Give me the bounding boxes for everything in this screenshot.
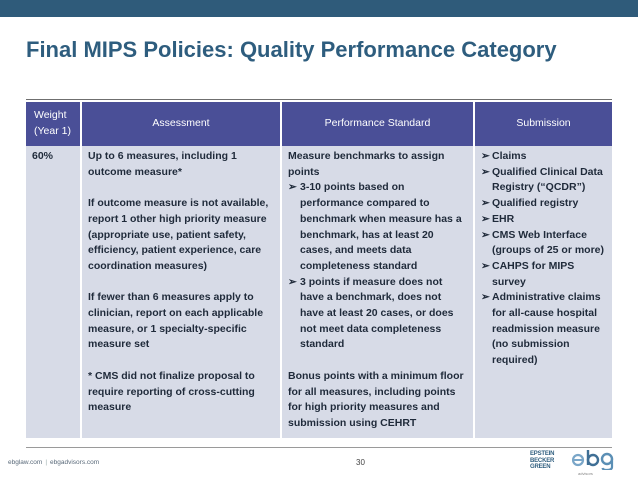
table-header-row <box>26 102 612 146</box>
footer-link-ebglaw[interactable]: ebglaw.com <box>8 459 43 466</box>
arrow-bullet-icon: ➢ <box>481 228 490 241</box>
assessment-para-1: Up to 6 measures, including 1 outcome measure* <box>88 150 237 178</box>
policy-table <box>26 102 612 438</box>
assessment-para-2: If outcome measure is not available, report 1 other high priority measure (appropriate use, patient safety, efficiency, patient experience, care coordination measures) <box>88 197 269 272</box>
firm-logo-text: EPSTEIN BECKER GREEN <box>530 451 555 470</box>
title-divider <box>26 99 612 100</box>
list-item <box>288 275 467 354</box>
submission-item: EHR <box>492 212 515 225</box>
arrow-bullet-icon: ➢ <box>481 259 490 272</box>
page-title: Final MIPS Policies: Quality Performance Category <box>26 37 557 62</box>
standard-bullet-1: 3-10 points based on performance compared to benchmark when measure has a benchmark, has at least 20 cases, and meets data completeness standard <box>300 181 462 272</box>
list-item <box>481 149 606 165</box>
list-item <box>481 212 606 228</box>
cell-submission <box>474 146 612 438</box>
top-banner <box>0 0 638 17</box>
arrow-bullet-icon: ➢ <box>481 291 490 304</box>
arrow-bullet-icon: ➢ <box>481 212 490 225</box>
footer-links <box>8 459 99 466</box>
standard-bonus: Bonus points with a minimum floor for all measures, including points for high priority measures and submission using CEHRT <box>288 369 464 429</box>
footer-divider <box>26 447 612 448</box>
standard-bullet-2: 3 points if measure does not have a benchmark, does not have at least 20 cases, or does not meet data completeness standard <box>300 275 454 351</box>
arrow-bullet-icon: ➢ <box>288 275 297 288</box>
arrow-bullet-icon: ➢ <box>481 165 490 178</box>
submission-item: CAHPS for MIPS survey <box>492 259 575 288</box>
logo-subtitle: advisors <box>578 471 593 476</box>
list-item <box>481 196 606 212</box>
submission-item: Administrative claims for all-cause hospital readmission measure (no submission required) <box>492 291 601 367</box>
weight-value: 60% <box>32 150 54 162</box>
page-number: 30 <box>356 458 365 467</box>
assessment-para-3: If fewer than 6 measures apply to clinician, report on each applicable measure, or 1 specialty-specific measure set <box>88 291 264 351</box>
table-row <box>26 146 612 438</box>
list-item <box>481 290 606 369</box>
submission-item: Qualified Clinical Data Registry (“QCDR”) <box>492 165 603 194</box>
footer-link-ebgadvisors[interactable]: ebgadvisors.com <box>50 459 100 466</box>
header-assessment: Assessment <box>81 102 281 146</box>
list-item <box>481 228 606 259</box>
list-item <box>481 259 606 290</box>
cell-assessment <box>81 146 281 438</box>
list-item <box>288 180 467 274</box>
cell-weight <box>26 146 81 438</box>
submission-item: Qualified registry <box>492 197 579 210</box>
header-weight: Weight (Year 1) <box>26 102 81 146</box>
assessment-para-4: * CMS did not finalize proposal to require reporting of cross-cutting measure <box>88 369 255 414</box>
cell-performance-standard <box>281 146 474 438</box>
arrow-bullet-icon: ➢ <box>481 197 490 210</box>
list-item <box>481 165 606 196</box>
header-submission: Submission <box>474 102 612 146</box>
ebg-logo-icon <box>572 448 616 470</box>
submission-item: CMS Web Interface (groups of 25 or more) <box>492 228 605 257</box>
standard-intro: Measure benchmarks to assign points <box>288 150 445 178</box>
arrow-bullet-icon: ➢ <box>288 181 297 194</box>
header-performance-standard: Performance Standard <box>281 102 474 146</box>
submission-item: Claims <box>492 150 527 162</box>
footer-separator: | <box>45 459 48 466</box>
arrow-bullet-icon: ➢ <box>481 150 490 162</box>
